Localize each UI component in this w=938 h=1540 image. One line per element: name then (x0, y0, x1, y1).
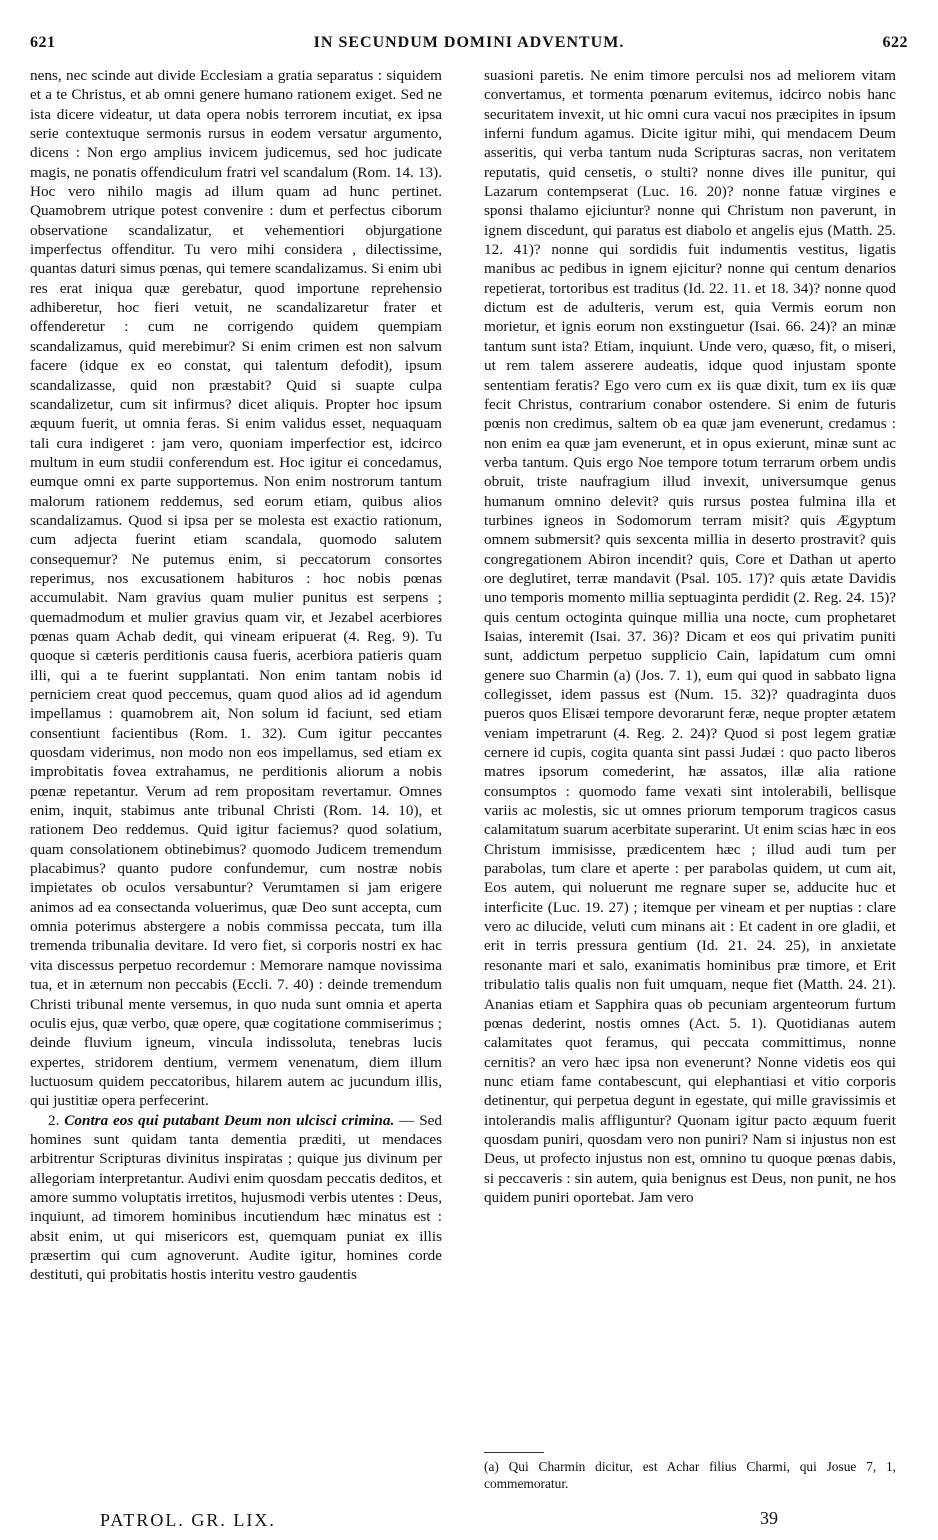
page-number-right: 622 (882, 34, 908, 51)
volume-signature: PATROL. GR. LIX. (100, 1510, 276, 1530)
running-title: IN SECUNDUM DOMINI ADVENTUM. (313, 34, 625, 51)
section-body: — Sed homines sunt quidam tanta dementia præditi, ut mendaces arbitrentur Scripturas divinitus inspiratas ; quique jus divinum per allegoriam interpretantur. Audivi enim quosdam peccatis deditos, et amore summo voluptatis irretitos, hujusmodi verbis utentes : Deus, inquiunt, ad timorem hominibus incutiendum hæc minatus est : absit enim, ut qui misericors est, quemquam puniat ex illis præsertim qui cum agnoverunt. Audite igitur, homines corde destituti, qui probitatis hostis interitu vestro gaudentis (30, 1111, 442, 1284)
footnote: (a) Qui Charmin dicitur, est Achar filius Charmi, qui Josue 7, 1, commemoratur. (484, 1459, 896, 1491)
page-number-left: 621 (30, 34, 56, 51)
section-number: 2. (48, 1111, 60, 1129)
sheet-number: 39 (760, 1508, 778, 1528)
right-column (484, 66, 896, 1436)
left-paragraph-1: nens, nec scinde aut divide Ecclesiam a gratia separatus : siquidem et a te Christus, et ab omni genere humano rationem exiget. Sed ne ista dicere videatur, ut data opera nobis terrorem incutiat, ex ipsa serie contextuque sermonis rursus in eodem versatur argumento, dicens : Non ergo amplius invicem judicemus, sed hoc judicate magis, ne ponatis offendiculum fratri vel scandalum (Rom. 14. 13). Hoc vero nihilo magis ad illum quam ad hunc pertinet. Quamobrem utrique potest convenire : dum et perfectus ciborum observatione scandalizatur, et vehementiori objurgatione imperfectus offenditur. Tu vero mihi considera , dilectissime, quantas daturi simus pœnas, qui temere scandalizamus. Si enim ubi res erat iniqua quæ gerebatur, quod importune reprehensio adhiberetur, hoc fieri vetuit, ne scandalizaretur frater et offenderetur : cum ne corrigendo quidem quempiam scandalizamus, quid merebimur? Si enim crimen est non salvum facere (idque ex eo constat, qui talentum defodit), ipsum scandalizasse, quid non præstabit? Quid si suapte culpa scandalizetur, cum sit infirmus? dicet aliquis. Propter hoc ipsum æquum fuerit, ut omnia feras. Si enim validus esset, nequaquam tali cura indigeret : jam vero, quoniam imperfectior est, idcirco multum in eum studii conferendum est. Hoc igitur ei concedamus, eumque omni ex parte supportemus. Non enim nostrorum tantum malorum rationem reddemus, sed eorum etiam, quibus alios scandalizamus. Quod si ipsa per se molesta est exactio rationum, cum adjecta fuerint etiam scandala, quomodo salutem consequemur? Ne putemus enim, si peccatorum consortes reperimus, nos excusationem habituros : hoc nobis pœnas accumulabit. Nam gravius quam mulier punitus est serpens ; quemadmodum et mulier gravius quam vir, et Jezabel acerbiores pœnas quam Achab dedit, qui vineam eripuerat (4. Reg. 9). Tu quoque si cæteris perditionis causa fueris, acerbiora patieris quam illi, qui a te fuerint supplantati. Non enim tantam nobis id perniciem creat quod peccemus, quam quod alios ad id agendum impellamus : quamobrem ait, Non solum id faciunt, sed etiam consentiunt facientibus (Rom. 1. 32). Cum igitur peccantes quosdam viderimus, non modo non eos impellamus, sed etiam ex improbitatis fovea extrahamus, ne perditionis aliorum a nobis pœnæ repetantur. Verum ad rem propositam revertamur. Omnes enim, inquit, stabimus ante tribunal Christi (Rom. 14. 10), et rationem Deo reddemus. Quid igitur faciemus? quod solatium, quam consolationem obtinebimus? quomodo Judicem tremendum placabimus? quanto pudore confundemur, cum nostræ nobis impietates ob oculos versabuntur? Verumtamen si jam erigere animos ad ea consectanda voluerimus, quæ Deo sunt accepta, cum omnia poterimus abstergere a nobis commissa peccata, tum illa tremenda tribunalia devitare. Id vero fiet, si corporis nostri ex hac vita discessus perpetuo recordemur : Memorare namque novissima tua, et in æternum non peccabis (Eccli. 7. 40) : deinde tremendum Christi tribunal mente versemus, in quo nuda sunt omnia et aperta oculis ejus, quæ verbo, quæ opere, quæ cogitatione commiserimus ; deinde fluvium igneum, vincula indissoluta, tenebras lucis expertes, stridorem dentium, vermem venenatum, diem illum luctuosum quidem peccatoribus, hilarem autem ac jucundum illis, qui justitiæ opera perfecerint. (30, 67, 442, 1110)
left-paragraph-2 (30, 1111, 442, 1285)
left-column (30, 66, 442, 1486)
section-title: Contra eos qui putabant Deum non ulcisci crimina. (64, 1111, 395, 1129)
footnote-rule (484, 1452, 544, 1453)
right-paragraph-1: suasioni paretis. Ne enim timore perculsi nos ad meliorem vitam convertamus, et tormenta pœnarum evitemus, idcirco nobis hanc securitatem invexit, ut hic omni cura vacui nos præcipites in ipsum inferni fundum agamus. Dicite igitur mihi, qui mendacem Deum asseritis, qui verba tantum nuda Scripturas sacras, non veritatem reputatis, quid censetis, o stulti? nonne dives ille punitur, qui Lazarum contempserat (Luc. 16. 20)? nonne fatuæ virgines e sponsi thalamo ejiciuntur? nonne qui Christum non paverunt, in ignem discedunt, qui paratus est diabolo et angelis ejus (Matth. 25. 12. 41)? nonne qui sordidis fuit indumentis vestitus, ligatis manibus ac pedibus in ignem ejicitur? nonne qui centum denarios repetierat, tortoribus est traditus (Id. 22. 11. et 18. 34)? nonne quod dictum est de adulteris, verum est, quia Vermis eorum non morietur, et ignis eorum non exstinguetur (Isai. 66. 24)? an minæ tantum sunt ista? Etiam, inquiunt. Unde vero, quæso, fit, o miseri, ut rem talem asserere audeatis, idque quod injustam sponte sententiam feratis? Ego vero cum ex iis quæ dixit, tum ex iis quæ fecit Christus, contrarium conabor ostendere. Si enim de futuris pœnis non credimus, saltem ob ea quæ jam evenerunt, credamus : non enim ea quæ jam evenerunt, et in opus exierunt, minæ sunt ac verba tantum. Quis ergo Noe tempore totum terrarum orbem undis obruit, triste naufragium illud invexit, universumque genus humanum omnino delevit? quis rursus postea fulmina illa et turbines igneos in Sodomorum terram misit? quis Ægyptum omnem submersit? quis sexcenta millia in deserto prostravit? quis congregationem Abiron incendit? quis, Core et Dathan ut aperto ore deglutiret, terræ mandavit (Psal. 105. 17)? quis ætate Davidis uno temporis momento millia septuaginta perdidit (2. Reg. 24. 15)? quis centum octoginta quinque millia una nocte, cum prophetaret Isaias, interemit (Isai. 37. 36)? Dicam et eos qui privatim puniti sunt, addictum perpetuo supplicio Cain, lapidatum cum omni genere suo Charmin (a) (Jos. 7. 1), eum qui quod in sabbato ligna collegisset, idem passus est (Num. 15. 32)? quadraginta duos pueros quos Elisæi tempore devorarunt feræ, neque propter ætatem veniam impetrarunt (4. Reg. 2. 24)? Quod si post legem gratiæ cernere id cupis, cogita quanta sint passi Judæi : quo pacto liberos matres ipsorum comederint, hæ assatos, illæ alia ratione consumptos : quomodo fame vexati sint intolerabili, bellisque variis ac molestis, sic ut omnes priorum temporum tragicos casus calamitatum suarum acerbitate superarint. Ut enim scias hæc in eos Christum immisisse, prædicentem hæc ; illud audi tum per parabolas, tum clare et aperte : per parabolas quidem, ut cum ait, Eos autem, qui noluerunt me regnare super se, adducite huc et interficite (Luc. 19. 27) ; itemque per vineam et per nuptias : clare vero ac dilucide, veluti cum minans ait : Et cadent in ore gladii, et erit in terris pressura gentium (Id. 21. 24. 25), in anxietate resonante mari et salo, exanimatis hominibus præ timore, et Erit tribulatio talis qualis non fuit umquam, neque fiet (Matth. 24. 21). Ananias etiam et Sapphira quas ob pecuniam argenteorum furtum pœnas dederint, nostis omnes (Act. 5. 1). Quotidianas autem calamitates quot feramus, qui peccata committimus, nonne cernitis? an vero hæc ipsa non evenerunt? Nonne videtis eos qui nunc etiam fame contabescunt, qui elephantiasi et vitio corporis detinentur, qui perpetua degunt in egestate, qui mille gravissimis et intolerandis malis affliguntur? Quonam igitur pacto æquum fuerit quosdam puniri, quosdam vero non puniri? Nam si injustus non est Deus, ut profecto injustus non est, omnino tu quoque pœnas dabis, si peccaveris : sin autem, quia benignus est Deus, non punit, ne hos quidem puniri oportebat. Jam vero (484, 67, 896, 1206)
running-head (30, 34, 908, 56)
